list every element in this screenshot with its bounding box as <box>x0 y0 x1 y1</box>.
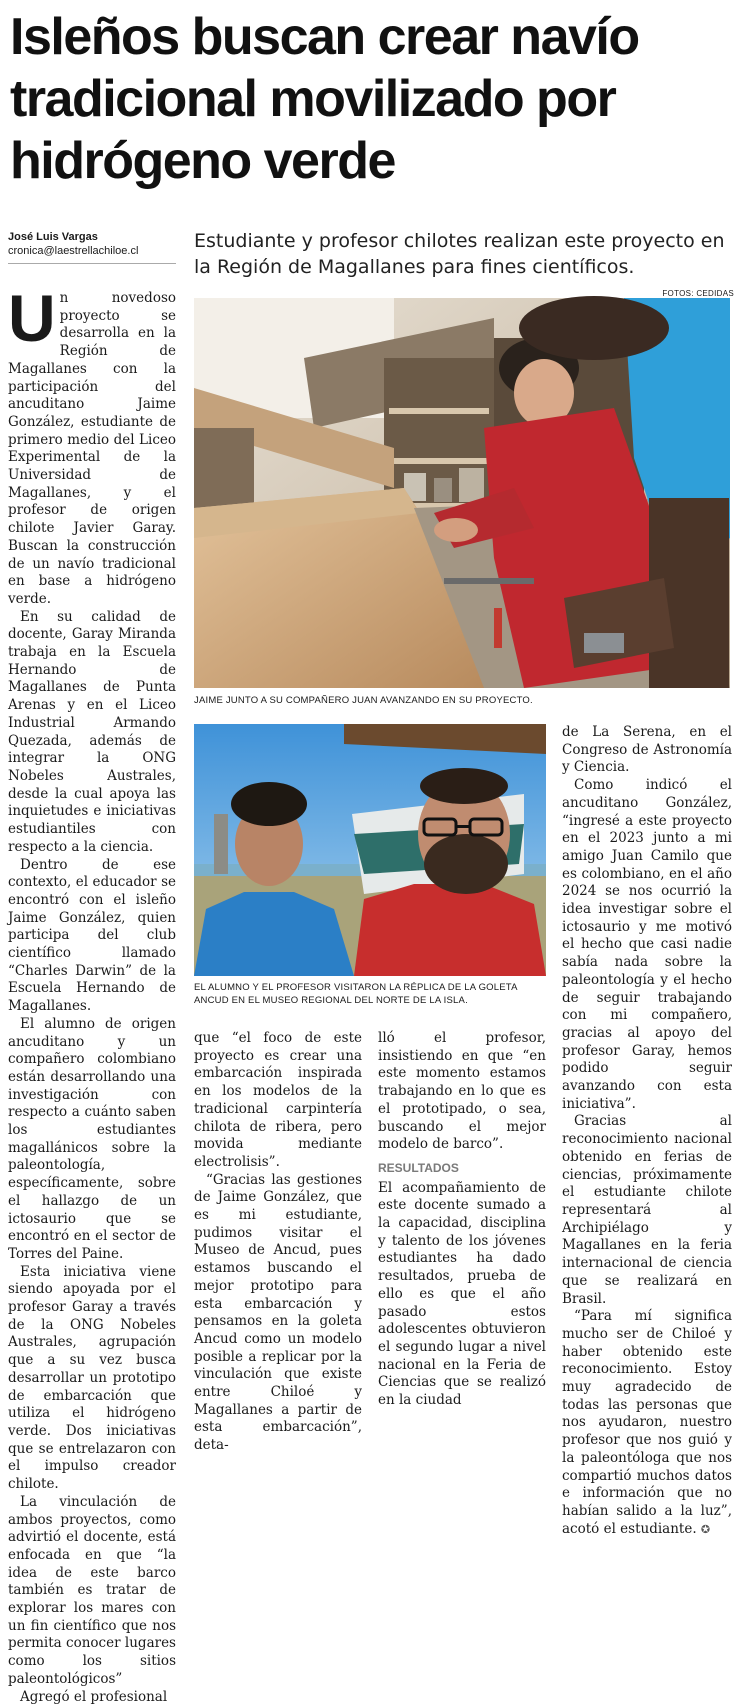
paragraph: Dentro de ese contexto, el educador se encontró con el isleño Jaime González, quien participa del club científico llamado “Charles Darwin” de la Escuela Hernando de Magallanes. <box>8 856 176 1015</box>
paragraph: Agregó el profesional <box>20 1688 168 1705</box>
museum-photo <box>194 724 546 976</box>
paragraph: Gracias al reconocimiento nacional obtenido en ferias de ciencias, próximamente el estudiante chilote representará al Archipiélago y Magallanes en la feria internacional de ciencia que se realizará en Brasil. <box>562 1113 732 1307</box>
paragraph: Esta iniciativa viene siendo apoyada por el profesor Garay a través de la ONG Nobeles Australes, agrupación que a su vez busca desarrollar un prototipo de embarcación que utiliza el hidrógeno verde. Dos iniciativas que se entrelazaron con el impulso creador chilote. <box>8 1263 176 1493</box>
lead-paragraph <box>8 281 176 609</box>
drop-cap: U <box>8 281 56 355</box>
headline: Isleños buscan crear navío tradicional movilizado por hidrógeno verde <box>10 8 639 190</box>
paragraph: El alumno de origen ancuditano y un compañero colombiano están desarrollando una investigación con respecto a cuánto saben los estudiantes magallánicos sobre la paleontología, específicamente, sobre el hallazgo de un ictosaurio que se encontró en el sector de Torres del Paine. <box>8 1015 176 1262</box>
body-column-1 <box>8 281 176 1705</box>
lead-paragraph-text: n novedoso proyecto se desarrolla en la Región de Magallanes con la participación del ancuditano Jaime González, estudiante de primero medio del Liceo Experimental de la Universidad de Magallanes, y el profesor de origen chilote Javier Garay. Buscan la construcción de un navío tradicional en base a hidrógeno verde. <box>8 290 176 607</box>
subheadline: Estudiante y profesor chilotes realizan este proyecto en la Región de Magallanes para fines científicos. <box>194 230 725 278</box>
byline <box>8 230 178 258</box>
workshop-photo-caption: JAIME JUNTO A SU COMPAÑERO JUAN AVANZANDO EN SU PROYECTO. <box>194 695 533 706</box>
paragraph <box>562 1308 732 1538</box>
end-of-article-icon: ✪ <box>700 1522 711 1536</box>
byline-divider <box>8 263 176 264</box>
museum-photo-caption: EL ALUMNO Y EL PROFESOR VISITARON LA RÉPLICA DE LA GOLETA ANCUD EN EL MUSEO REGIONAL DEL NORTE DE LA ISLA. <box>194 982 518 1006</box>
workshop-photo-image <box>194 298 730 688</box>
section-heading: RESULTADOS <box>378 1160 459 1175</box>
paragraph: que “el foco de este proyecto es crear una embarcación inspirada en los modelos de la tradicional carpintería chilota de ribera, pero movida mediante electrolisis”. <box>194 1030 362 1170</box>
paragraph: de La Serena, en el Congreso de Astronomía y Ciencia. <box>562 724 732 776</box>
author-name: José Luis Vargas <box>8 231 98 243</box>
author-email[interactable]: cronica@laestrellachiloe.cl <box>8 245 139 257</box>
paragraph: lló el profesor, insistiendo en que “en este momento estamos trabajando en lo que es el prototipado, o sea, buscando el mejor modelo de barco”. <box>378 1030 546 1153</box>
paragraph: “Gracias las gestiones de Jaime González, que es mi estudiante, pudimos visitar el Museo de Ancud, pues estamos buscando el mejor prototipo para esta embarcación y pensamos en la goleta Ancud como un modelo posible a replicar por la vinculación que existe entre Chiloé y Magallanes a partir de esta embarcación”, deta- <box>194 1171 362 1454</box>
photo-credit: FOTOS: CEDIDAS <box>662 289 734 298</box>
paragraph: La vinculación de ambos proyectos, como advirtió el docente, está enfocada en que “la idea de este barco también es tratar de explorar los mares con un fin científico que nos permita conocer lugares como los sitios paleontológicos” <box>8 1493 176 1687</box>
paragraph: El acompañamiento de este docente sumado a la capacidad, disciplina y talento de los jóvenes estudiantes ha dado resultados, prueba de ello es que el año pasado estos adolescentes obtuvieron el segundo lugar a nivel nacional en la Feria de Ciencias que se realizó en la ciudad <box>378 1179 546 1409</box>
workshop-photo <box>194 298 730 688</box>
body-column-3 <box>378 1030 546 1409</box>
closing-paragraph-text: “Para mí significa mucho ser de Chiloé y haber obtenido este reconocimiento. Estoy muy agradecido de todas las personas que nos ayudaron, nuestro profesor que nos guió y la paleontóloga que nos compartió muchos datos e información que no habían salido a la luz”, acotó el estudiante. <box>562 1308 732 1537</box>
museum-photo-image <box>194 724 546 976</box>
paragraph: Como indicó el ancuditano González, “ingresé a este proyecto en el 2023 junto a mi amigo Juan Camilo que es colombiano, en el año 2024 se nos ocurrió la idea investigar sobre el ictosaurio y me motivó el hecho que casi nadie sabía nada sobre la paleontología y el hecho de seguir trabajando con mi compañero, gracias al apoyo del profesor Garay, hemos podido seguir avanzando con esta iniciativa”. <box>562 777 732 1112</box>
paragraph: En su calidad de docente, Garay Miranda trabaja en la Escuela Hernando de Magallanes de Punta Arenas y en el Liceo Industrial Armando Quezada, además de integrar la ONG Nobeles Australes, desde la cual apoya las inquietudes e iniciativas estudiantiles con respecto a la ciencia. <box>8 608 176 855</box>
body-column-2 <box>194 1030 362 1454</box>
body-column-4 <box>562 724 732 1537</box>
